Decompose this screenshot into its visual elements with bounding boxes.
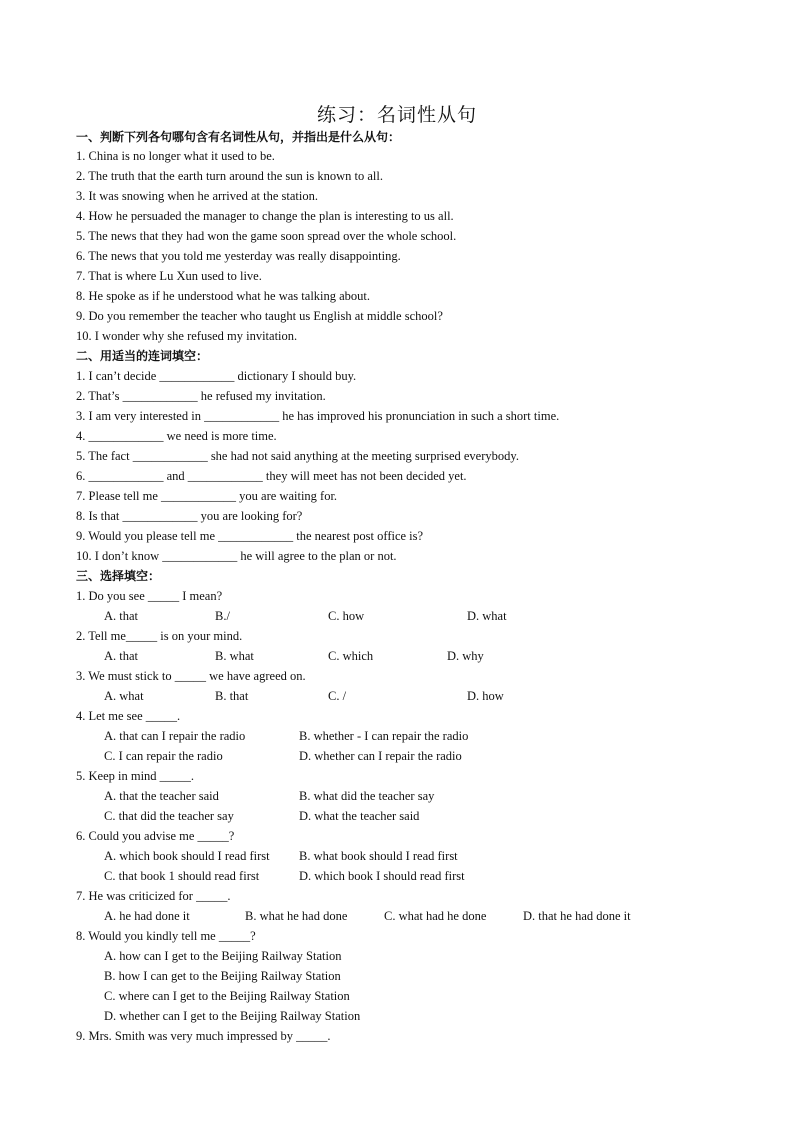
section-1-item: 6. The news that you told me yesterday was really disappointing. (76, 249, 401, 263)
option-a: A. what (104, 689, 144, 703)
section-2-item: 10. I don’t know ____________ he will agree to the plan or not. (76, 549, 397, 563)
option-d: D. how (467, 689, 504, 703)
option-b: B. what book should I read first (299, 849, 458, 863)
option-b: B. that (215, 689, 249, 703)
section-1-item: 1. China is no longer what it used to be. (76, 149, 275, 163)
option-b: B. whether - I can repair the radio (299, 729, 469, 743)
option-a: A. he had done it (104, 909, 190, 923)
question-stem: 6. Could you advise me _____? (76, 829, 235, 843)
option-b: B. what did the teacher say (299, 789, 435, 803)
option-d: D. which book I should read first (299, 869, 465, 883)
option-b: B. what he had done (245, 909, 348, 923)
option-a: A. how can I get to the Beijing Railway Station (104, 949, 342, 963)
option-a: A. that can I repair the radio (104, 729, 246, 743)
option-c: C. where can I get to the Beijing Railway Station (104, 989, 350, 1003)
question-stem: 3. We must stick to _____ we have agreed on. (76, 669, 306, 683)
option-c: C. which (328, 649, 374, 663)
section-2-item: 9. Would you please tell me ____________ the nearest post office is? (76, 529, 424, 543)
section-1-item: 3. It was snowing when he arrived at the station. (76, 189, 318, 203)
option-d: D. whether can I get to the Beijing Railway Station (104, 1009, 361, 1023)
option-d: D. that he had done it (523, 909, 631, 923)
question-stem: 5. Keep in mind _____. (76, 769, 195, 783)
option-d: D. what (467, 609, 507, 623)
question-stem: 1. Do you see _____ I mean? (76, 589, 223, 603)
option-d: D. whether can I repair the radio (299, 749, 462, 763)
option-c: C. I can repair the radio (104, 749, 223, 763)
section-1-item: 9. Do you remember the teacher who taught us English at middle school? (76, 309, 443, 323)
section-1-item: 4. How he persuaded the manager to change the plan is interesting to us all. (76, 209, 454, 223)
option-b: B. how I can get to the Beijing Railway Station (104, 969, 341, 983)
section-2-item: 3. I am very interested in ____________ he has improved his pronunciation in such a short time. (76, 409, 560, 423)
section-2-item: 7. Please tell me ____________ you are waiting for. (76, 489, 338, 503)
question-stem: 9. Mrs. Smith was very much impressed by _____. (76, 1029, 331, 1043)
section-1-item: 7. That is where Lu Xun used to live. (76, 269, 262, 283)
option-b: B./ (215, 609, 230, 623)
section-2-heading: 二、用适当的连词填空： (76, 349, 209, 363)
question-stem: 4. Let me see _____. (76, 709, 181, 723)
question-stem: 7. He was criticized for _____. (76, 889, 231, 903)
question-stem: 8. Would you kindly tell me _____? (76, 929, 256, 943)
option-c: C. what had he done (384, 909, 487, 923)
section-1-item: 2. The truth that the earth turn around the sun is known to all. (76, 169, 384, 183)
option-a: A. that (104, 609, 139, 623)
option-c: C. / (328, 689, 347, 703)
section-1-item: 8. He spoke as if he understood what he was talking about. (76, 289, 371, 303)
section-2-item: 6. ____________ and ____________ they will meet has not been decided yet. (76, 469, 467, 483)
option-c: C. that did the teacher say (104, 809, 234, 823)
question-stem: 2. Tell me_____ is on your mind. (76, 629, 243, 643)
section-2-item: 5. The fact ____________ she had not said anything at the meeting surprised everybody. (76, 449, 519, 463)
option-c: C. that book 1 should read first (104, 869, 260, 883)
page-title: 练习：名词性从句 (316, 105, 477, 126)
option-a: A. that the teacher said (104, 789, 219, 803)
option-c: C. how (328, 609, 365, 623)
option-d: D. why (447, 649, 484, 663)
section-2-item: 4. ____________ we need is more time. (76, 429, 277, 443)
section-1-item: 5. The news that they had won the game soon spread over the whole school. (76, 229, 457, 243)
section-1-item: 10. I wonder why she refused my invitation. (76, 329, 298, 343)
section-2-item: 8. Is that ____________ you are looking for? (76, 509, 303, 523)
section-3-heading: 三、选择填空： (76, 569, 161, 583)
section-1-heading: 一、判断下列各句哪句含有名词性从句，并指出是什么从句： (76, 130, 401, 144)
option-a: A. that (104, 649, 139, 663)
section-2-item: 2. That’s ____________ he refused my invitation. (76, 389, 326, 403)
option-d: D. what the teacher said (299, 809, 420, 823)
section-2-item: 1. I can’t decide ____________ dictionary I should buy. (76, 369, 357, 383)
option-b: B. what (215, 649, 254, 663)
option-a: A. which book should I read first (104, 849, 270, 863)
